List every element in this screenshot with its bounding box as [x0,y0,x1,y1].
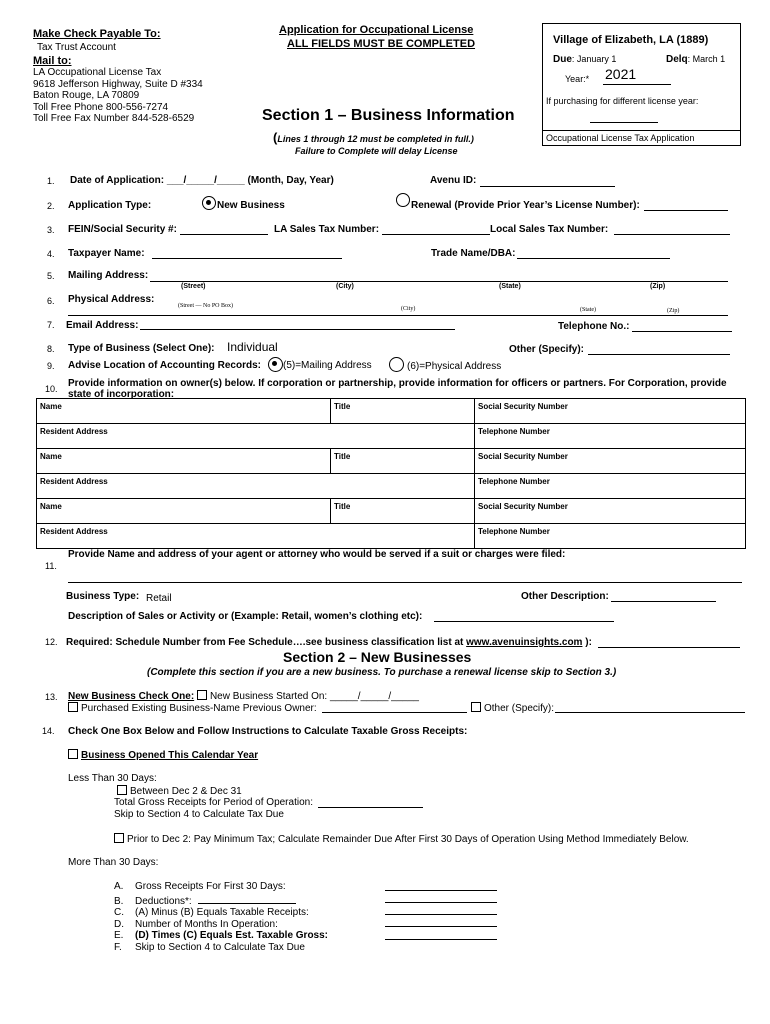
business-type-2-label: Business Type: [66,591,140,602]
zip-caption: (Zip) [650,283,666,290]
la-sales-label: LA Sales Tax Number: [274,224,380,235]
radio-mailing-address[interactable] [268,357,283,373]
street-caption: (Street) [181,283,206,290]
prior-to-dec: Prior to Dec 2: Pay Minimum Tax; Calculate Remainder Due After First 30 Days of Operation Using Method Immediately Below. [114,833,689,845]
line-num: 9. [47,361,55,371]
business-type-value[interactable]: Individual [227,340,278,354]
line-num: 5. [47,271,55,281]
total-gross-label: Total Gross Receipts for Period of Operation: [114,797,313,808]
alt-year-field[interactable] [590,110,658,123]
owners-table [36,398,746,549]
owner-title-cell[interactable]: Title [331,499,475,524]
agent-field[interactable] [68,582,742,583]
checkbox-prior-dec[interactable] [114,833,124,843]
year-field[interactable]: 2021 [603,66,671,85]
other-specify-13-field[interactable] [555,712,745,713]
taxable-instructions: Check One Box Below and Follow Instructions to Calculate Taxable Gross Receipts: [68,726,468,737]
line-num: 10. [45,384,58,394]
line-num: 3. [47,225,55,235]
payable-name: Tax Trust Account [37,42,116,53]
owner-ssn-cell[interactable]: Social Security Number [475,399,746,424]
zip-caption: (Zip) [667,308,680,314]
accounting-records-label: Advise Location of Accounting Records: [68,360,261,371]
checkbox-opened-this-year[interactable] [68,749,78,759]
section1-title: Section 1 – Business Information [262,107,515,124]
owner-address-cell[interactable]: Resident Address [37,424,475,449]
city-caption: (City) [401,306,416,312]
local-sales-field[interactable] [614,234,730,235]
city-caption: (City) [336,283,354,290]
step-d-field[interactable] [385,926,497,927]
owners-instructions-2: state of incorporation: [68,389,175,400]
line-num: 8. [47,344,55,354]
sales-description-label: Description of Sales or Activity or (Example: Retail, women’s clothing etc): [68,611,423,622]
table-row [37,474,746,499]
owner-title-cell[interactable]: Title [331,399,475,424]
table-row [37,524,746,549]
purchasing-note: If purchasing for different license year: [546,96,699,106]
agent-instructions: Provide Name and address of your agent or attorney who would be served if a suit or charges were filed: [68,549,566,560]
trade-name-field[interactable] [517,258,670,259]
mail-title: Mail to: [33,55,72,67]
owner-title-cell[interactable]: Title [331,449,475,474]
taxpayer-name-field[interactable] [152,258,342,259]
local-sales-label: Local Sales Tax Number: [490,224,609,235]
trade-name-label: Trade Name/DBA: [431,248,516,259]
line-num: 13. [45,692,58,702]
step-e-field[interactable] [385,939,497,940]
purchased-existing: Purchased Existing Business-Name Previous Owner: [68,702,317,714]
app-subtitle: ALL FIELDS MUST BE COMPLETED [287,38,476,50]
owner-phone-cell[interactable]: Telephone Number [475,474,746,499]
checkbox-started-on[interactable] [197,690,207,700]
schedule-number-field[interactable] [598,647,740,648]
list-item: A. Gross Receipts For First 30 Days: [114,881,286,892]
telephone-field[interactable] [632,331,732,332]
owner-phone-cell[interactable]: Telephone Number [475,424,746,449]
owner-name-cell[interactable]: Name [37,449,331,474]
owner-phone-cell[interactable]: Telephone Number [475,524,746,549]
table-row [37,449,746,474]
fein-label: FEIN/Social Security #: [68,224,177,235]
less-than-30: Less Than 30 Days: [68,773,157,784]
calc-steps [114,881,328,953]
line-num: 11. [45,561,57,571]
app-title: Application for Occupational License [279,24,474,36]
other-specify-13: Other (Specify): [471,702,554,714]
box-footer: Occupational License Tax Application [546,133,695,143]
year-label: Year:* [565,74,590,84]
physical-address-label: Physical Address: [68,294,155,305]
checkbox-purchased[interactable] [68,702,78,712]
step-b-field[interactable] [385,902,497,903]
taxpayer-name-label: Taxpayer Name: [68,248,145,259]
opt5-label: (5)=Mailing Address [283,360,372,371]
village-title: Village of Elizabeth, LA (1889) [553,34,709,46]
line-num: 12. [45,637,58,647]
owner-ssn-cell[interactable]: Social Security Number [475,499,746,524]
renewal-label: Renewal (Provide Prior Year’s License Number): [411,200,640,211]
avenu-id-label: Avenu ID: [430,175,477,186]
other-description-field[interactable] [611,601,716,602]
line-num: 14. [42,726,55,736]
total-gross-field[interactable] [318,807,423,808]
business-type-2-value[interactable]: Retail [146,593,172,604]
owner-name-cell[interactable]: Name [37,399,331,424]
line-num: 7. [47,320,55,330]
prior-license-field[interactable] [644,210,728,211]
delq-date: Delq: March 1 [666,54,726,65]
list-item: C. (A) Minus (B) Equals Taxable Receipts: [114,907,309,918]
mailing-address-label: Mailing Address: [68,270,149,281]
table-row [37,499,746,524]
mailing-address-field[interactable] [150,281,728,282]
sales-description-field[interactable] [434,621,614,622]
business-type-label: Type of Business (Select One): [68,343,215,354]
application-type-label: Application Type: [68,200,152,211]
section2-title: Section 2 – New Businesses [283,649,472,665]
avenu-link[interactable]: www.avenuinsights.com [466,637,583,648]
date-of-application[interactable]: Date of Application: ___/_____/_____ (Month, Day, Year) [70,175,334,186]
section2-note: (Complete this section if you are a new business. To purchase a renewal license skip to Section 3.) [147,667,617,678]
village-box [542,23,741,146]
step-c-field[interactable] [385,914,497,915]
state-caption: (State) [580,307,596,313]
checkbox-other[interactable] [471,702,481,712]
opt6-label: (6)=Physical Address [407,361,502,372]
payable-title: Make Check Payable To: [33,28,161,40]
section1-warning: Failure to Complete will delay License [295,146,458,156]
list-item: E. (D) Times (C) Equals Est. Taxable Gross: [114,930,329,941]
other-specify-label: Other (Specify): [509,344,585,355]
table-row [37,424,746,449]
new-business-check: New Business Check One: New Business Started On: _____/_____/_____ [68,691,419,702]
list-item: D. Number of Months In Operation: [114,918,278,930]
physical-address-field[interactable] [68,315,728,316]
between-dec: Between Dec 2 & Dec 31 [117,785,242,797]
email-field[interactable] [140,329,455,330]
email-label: Email Address: [66,320,139,331]
table-row [37,399,746,424]
radio-new-business[interactable] [202,196,216,211]
more-than-30: More Than 30 Days: [68,857,159,868]
fein-field[interactable] [180,234,268,235]
owner-address-cell[interactable]: Resident Address [37,524,475,549]
schedule-number-label: Required: Schedule Number from Fee Schedule….see business classification list at www.avenuinsights.com ): [66,637,592,648]
la-sales-field[interactable] [382,234,490,235]
due-date: Due: January 1 [553,54,617,65]
owner-ssn-cell[interactable]: Social Security Number [475,449,746,474]
section1-note: (Lines 1 through 12 must be completed in full.) [273,130,474,145]
other-description-label: Other Description: [521,591,609,602]
radio-renewal[interactable] [396,193,410,208]
line-num: 6. [47,296,55,306]
telephone-label: Telephone No.: [558,321,630,332]
list-item: B. Deductions*: [114,893,328,908]
street-caption: (Street — No PO Box) [178,303,233,309]
step-a-field[interactable] [385,890,497,891]
other-specify-field[interactable] [588,354,730,355]
line-num: 4. [47,249,55,259]
avenu-id-field[interactable] [480,186,615,187]
list-item: F. Skip to Section 4 to Calculate Tax Due [114,941,305,953]
opened-this-year: Business Opened This Calendar Year [68,749,258,761]
new-business-label: New Business [217,200,285,211]
previous-owner-field[interactable] [322,712,467,713]
line-num: 1. [47,176,55,186]
owners-instructions: Provide information on owner(s) below. If corporation or partnership, provide information for officers or partners. For Corporation, provide [68,378,727,389]
radio-physical-address[interactable] [389,357,404,373]
owner-name-cell[interactable]: Name [37,499,331,524]
state-caption: (State) [499,283,521,290]
mail-address: LA Occupational License Tax 9618 Jefferson Highway, Suite D #334 Baton Rouge, LA 70809 Toll Free Phone 800-556-7274 Toll Free Fax Number 844-528-6529 [33,67,203,124]
owner-address-cell[interactable]: Resident Address [37,474,475,499]
line-num: 2. [47,201,55,211]
skip-section4: Skip to Section 4 to Calculate Tax Due [114,809,284,820]
checkbox-between-dec[interactable] [117,785,127,795]
